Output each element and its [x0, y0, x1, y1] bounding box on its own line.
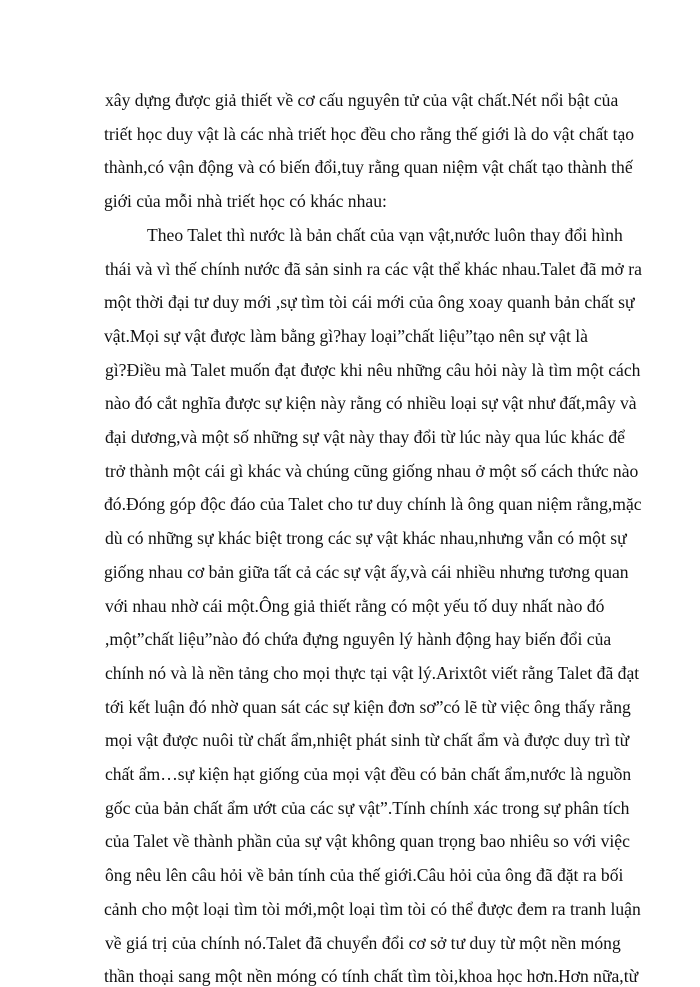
text-line: giới của mỗi nhà triết học có khác nhau:	[104, 191, 387, 211]
text-line: về giá trị của chính nó.Talet đã chuyển đổi cơ sở tư duy từ một nền móng	[105, 933, 621, 953]
text-line: của Talet về thành phần của sự vật không quan trọng bao nhiêu so với việc	[105, 831, 630, 851]
text-line: ông nêu lên câu hỏi về bản tính của thế giới.Câu hỏi của ông đã đặt ra bối	[105, 865, 624, 885]
text-line: giống nhau cơ bản giữa tất cả các sự vật ấy,và cái nhiều nhưng tương quan	[104, 562, 629, 582]
text-line: chất ẩm…sự kiện hạt giống của mọi vật đều có bản chất ẩm,nước là nguồn	[105, 764, 632, 784]
text-line: một thời đại tư duy mới ,sự tìm tòi cái mới của ông xoay quanh bản chất sự	[104, 292, 635, 312]
text-line: ,một”chất liệu”nào đó chứa đựng nguyên lý hành động hay biến đổi của	[105, 629, 612, 649]
text-line: gì?Điều mà Talet muốn đạt được khi nêu những câu hỏi này là tìm một cách	[105, 360, 641, 380]
text-line: thần thoại sang một nền móng có tính chất tìm tòi,khoa học hơn.Hơn nữa,từ	[104, 966, 639, 986]
text-line: đại dương,và một số những sự vật này thay đổi từ lúc này qua lúc khác để	[105, 427, 625, 447]
text-line: cảnh cho một loại tìm tòi mới,một loại tìm tòi có thể được đem ra tranh luận	[104, 899, 641, 919]
text-line: mọi vật được nuôi từ chất ẩm,nhiệt phát sinh từ chất ẩm và được duy trì từ	[105, 730, 630, 750]
text-line: tới kết luận đó nhờ quan sát các sự kiện đơn sơ”có lẽ từ việc ông thấy rằng	[105, 697, 631, 717]
text-line: chính nó và là nền tảng cho mọi thực tại vật lý.Arixtôt viết rằng Talet đã đạt	[105, 663, 640, 683]
text-line: trở thành một cái gì khác và chúng cũng giống nhau ở một số cách thức nào	[105, 461, 639, 481]
text-line: triết học duy vật là các nhà triết học đều cho rằng thế giới là do vật chất tạo	[104, 124, 635, 144]
paragraph-first-line: Theo Talet thì nước là bản chất của vạn vật,nước luôn thay đổi hình	[147, 225, 623, 245]
text-line: thái và vì thế chính nước đã sản sinh ra các vật thể khác nhau.Talet đã mở ra	[105, 259, 642, 279]
text-line: vật.Mọi sự vật được làm bằng gì?hay loại”chất liệu”tạo nên sự vật là	[104, 326, 588, 346]
text-line: với nhau nhờ cái một.Ông giả thiết rằng có một yếu tố duy nhất nào đó	[105, 596, 605, 616]
text-line: thành,có vận động và có biến đổi,tuy rằng quan niệm vật chất tạo thành thế	[104, 157, 633, 177]
text-line: gốc của bản chất ẩm ướt của các sự vật”.Tính chính xác trong sự phân tích	[105, 798, 630, 818]
text-line: xây dựng được giả thiết về cơ cấu nguyên tử của vật chất.Nét nổi bật của	[105, 90, 619, 110]
text-line: dù có những sự khác biệt trong các sự vật khác nhau,nhưng vẫn có một sự	[105, 528, 627, 548]
text-line: nào đó cắt nghĩa được sự kiện này rằng có nhiều loại sự vật như đất,mây và	[105, 393, 637, 413]
text-line: đó.Đóng góp độc đáo của Talet cho tư duy chính là ông quan niệm rằng,mặc	[104, 494, 642, 514]
